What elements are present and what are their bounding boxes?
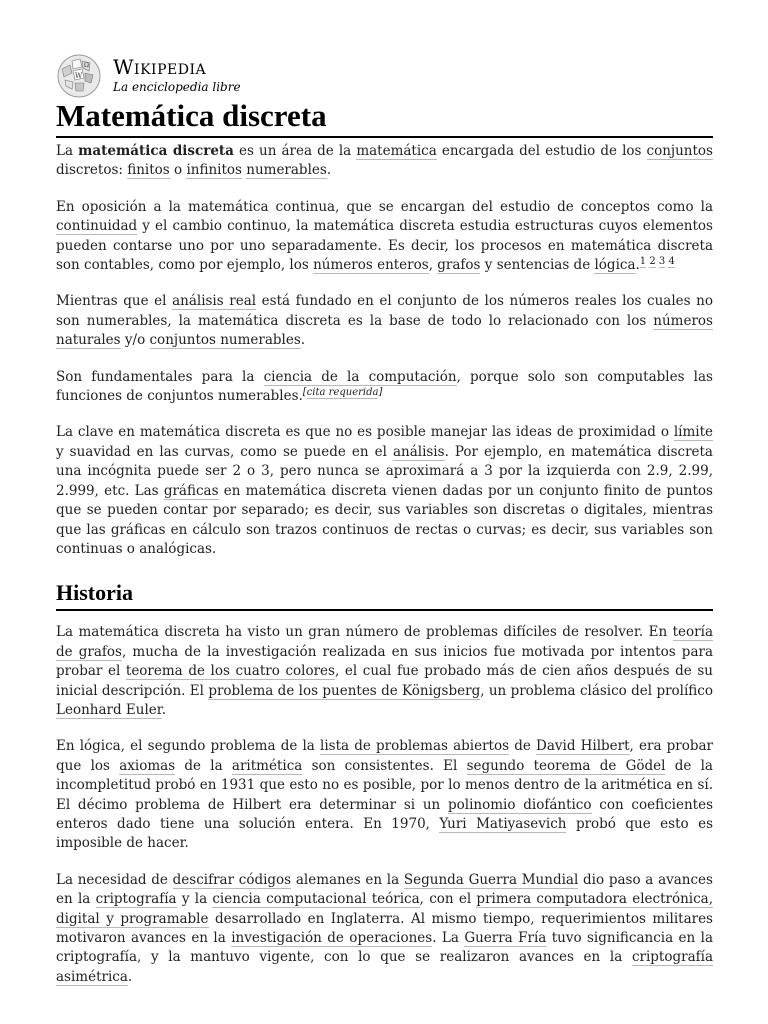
text: . xyxy=(127,968,133,985)
link-descifrar-codigos[interactable]: descifrar códigos xyxy=(172,871,292,888)
link-leonhard-euler[interactable]: Leonhard Euler xyxy=(56,701,162,718)
link-grafos[interactable]: grafos xyxy=(437,257,481,274)
link-segunda-guerra-mundial[interactable]: Segunda Guerra Mundial xyxy=(403,871,579,888)
text: , era probar que los xyxy=(56,738,714,774)
text: son consistentes. El xyxy=(302,757,467,774)
text: alemanes en la xyxy=(291,871,404,888)
link-polinomio-diofantico[interactable]: polinomio diofántico xyxy=(448,796,592,813)
text: La xyxy=(56,143,79,159)
article-body xyxy=(56,142,713,1004)
link-limite[interactable]: límite xyxy=(673,424,713,441)
text: discretos: xyxy=(56,162,128,179)
link-criptografia[interactable]: criptografía xyxy=(95,891,177,908)
link-axiomas[interactable]: axiomas xyxy=(119,757,176,774)
link-finitos[interactable]: finitos xyxy=(127,162,170,179)
text: es un área de la xyxy=(233,143,357,159)
historia-paragraph-3 xyxy=(56,871,713,987)
link-conjuntos-numerables[interactable]: conjuntos numerables xyxy=(149,332,301,349)
intro-paragraph-2 xyxy=(56,198,713,276)
citation-needed[interactable] xyxy=(303,387,383,399)
text: en matemática discreta vienen dadas por un conjunto finito de puntos que se pueden contar por separado; es decir, sus variables son discretas o digitales, mientras que las gráficas en cálculo son trazos continuos de rectas o curvas; es decir, sus variables son continuas o analógicas. xyxy=(56,482,713,557)
text: , con el xyxy=(419,891,477,908)
text: En oposición a la matemática continua, que se encargan del estudio de conceptos como la xyxy=(56,198,713,215)
link-analisis[interactable]: análisis xyxy=(392,443,445,460)
svg-text:Ω: Ω xyxy=(84,62,89,69)
site-header[interactable] xyxy=(56,52,356,96)
text: . xyxy=(161,701,167,718)
section-heading-historia: Historia xyxy=(56,579,713,611)
text: . La xyxy=(432,930,465,946)
link-ciencia-computacional-teorica[interactable]: ciencia computacional teórica xyxy=(212,891,420,908)
link-matematica[interactable]: matemática xyxy=(356,143,437,159)
text: y/o xyxy=(120,332,150,349)
text: con coeficientes enteros dado tiene una solución entera. En 1970, xyxy=(56,796,713,832)
link-graficas[interactable]: gráficas xyxy=(163,482,219,499)
text: y la xyxy=(176,891,213,908)
reference-3[interactable]: 3 xyxy=(658,255,666,267)
link-yuri-matiyasevich[interactable]: Yuri Matiyasevich xyxy=(439,815,567,832)
link-continuidad[interactable]: continuidad xyxy=(56,218,138,235)
text: . xyxy=(326,162,332,179)
text: La matemática discreta ha visto un gran número de problemas difíciles de resolver. En xyxy=(56,624,673,641)
link-criptografia-asimetrica[interactable]: criptografía asimétrica xyxy=(56,949,713,985)
reference-4[interactable]: 4 xyxy=(668,255,675,267)
text: de la incompletitud probó en 1931 que esto no es posible, por lo menos dentro de la aritmética en sí. El décimo problema de Hilbert era determinar si un xyxy=(56,757,713,813)
svg-text:W: W xyxy=(75,72,83,80)
text: de xyxy=(509,738,536,755)
link-aritmetica[interactable]: aritmética xyxy=(231,757,303,774)
link-infinitos[interactable]: infinitos xyxy=(186,162,242,179)
text: , un problema clásico del prolífico xyxy=(480,682,713,699)
text: . xyxy=(635,257,640,274)
text: La clave en matemática discreta es que no es posible manejar las ideas de proximidad o xyxy=(56,424,674,441)
link-lista-problemas-abiertos[interactable]: lista de problemas abiertos xyxy=(320,738,510,755)
link-ciencia-computacion[interactable]: ciencia de la computación xyxy=(263,368,457,385)
text: En lógica, el segundo problema de la xyxy=(56,738,321,755)
text: , porque solo son computables las funciones de conjuntos numerables. xyxy=(56,368,713,405)
bracket: [ xyxy=(302,386,307,398)
link-numerables[interactable]: numerables xyxy=(246,162,327,179)
intro-paragraph-4 xyxy=(56,368,713,407)
text: y el cambio continuo, la matemática discreta estudia estructuras cuyos elementos pueden contarse uno por uno separadamente. Es decir, los procesos en matemática discreta son contables, como por ejemplo, los xyxy=(56,218,713,274)
wikipedia-globe-logo-icon[interactable] xyxy=(56,53,102,99)
intro-paragraph-1 xyxy=(56,142,713,181)
text: o xyxy=(169,162,187,179)
historia-paragraph-2 xyxy=(56,737,713,853)
text: de la xyxy=(175,757,232,774)
text: Mientras que el xyxy=(56,293,173,310)
link-primera-computadora[interactable]: primera computadora electrónica, digital y programable xyxy=(56,891,713,927)
site-tagline: La enciclopedia libre xyxy=(113,80,241,94)
page-title: Matemática discreta xyxy=(56,96,713,138)
bracket: ] xyxy=(378,386,383,398)
text: . Por ejemplo, en matemática discreta una incógnita puede ser 2 o 3, pero nunca se aproximará a 3 por la izquierda con 2.9, 2.99, 2.999, etc. Las xyxy=(56,443,713,499)
text: probó que esto es imposible de hacer. xyxy=(56,815,714,852)
link-logica[interactable]: lógica xyxy=(594,257,636,274)
intro-paragraph-3 xyxy=(56,292,713,350)
text: y suavidad en las curvas, como se puede en el xyxy=(56,443,393,460)
text: , el cual fue probado más de cien años después de su inicial descripción. El xyxy=(56,663,713,699)
text: tuvo significancia en la criptografía, y la mantuvo vigente, con lo que se realizaron avances en la xyxy=(56,930,713,966)
reference-markers xyxy=(640,256,675,268)
text: encargada del estudio de los xyxy=(436,143,647,159)
link-teoria-grafos[interactable]: teoría de grafos xyxy=(56,624,713,660)
text: , mucha de la investigación realizada en sus inicios fue motivada por intentos para probar el xyxy=(56,643,713,680)
text: Son fundamentales para la xyxy=(56,368,264,385)
text: desarrollado en Inglaterra. Al mismo tiempo, requerimientos militares motivaron avances en la xyxy=(56,910,713,946)
text: y sentencias de xyxy=(480,257,595,274)
link-david-hilbert[interactable]: David Hilbert xyxy=(536,738,630,755)
link-teorema-cuatro-colores[interactable]: teorema de los cuatro colores xyxy=(125,663,335,680)
link-analisis-real[interactable]: análisis real xyxy=(172,293,257,310)
link-puentes-konigsberg[interactable]: problema de los puentes de Königsberg xyxy=(208,682,481,699)
text: La necesidad de xyxy=(56,871,173,888)
link-guerra-fria[interactable]: Guerra Fría xyxy=(464,930,547,946)
reference-2[interactable]: 2 xyxy=(649,255,656,267)
link-conjuntos[interactable]: conjuntos xyxy=(646,143,713,159)
link-investigacion-operaciones[interactable]: investigación de operaciones xyxy=(231,930,433,946)
reference-1[interactable]: 1 xyxy=(639,255,647,267)
text: . xyxy=(300,332,306,349)
citation-needed-link[interactable]: cita requerida xyxy=(306,386,379,398)
intro-paragraph-5 xyxy=(56,423,713,559)
link-numeros-enteros[interactable]: números enteros xyxy=(313,257,429,274)
link-segundo-teorema-godel[interactable]: segundo teorema de Gödel xyxy=(466,757,666,774)
text: está fundado en el conjunto de los números reales los cuales no son numerables, la matemática discreta es la base de todo lo relacionado con los xyxy=(56,293,714,329)
text: dio paso a avances en la xyxy=(56,871,713,908)
historia-paragraph-1 xyxy=(56,623,713,720)
text: , xyxy=(428,257,438,274)
link-numeros-naturales[interactable]: números naturales xyxy=(56,312,713,349)
bold-term: matemática discreta xyxy=(78,143,234,159)
site-wordmark[interactable]: Wikipedia xyxy=(113,55,207,79)
